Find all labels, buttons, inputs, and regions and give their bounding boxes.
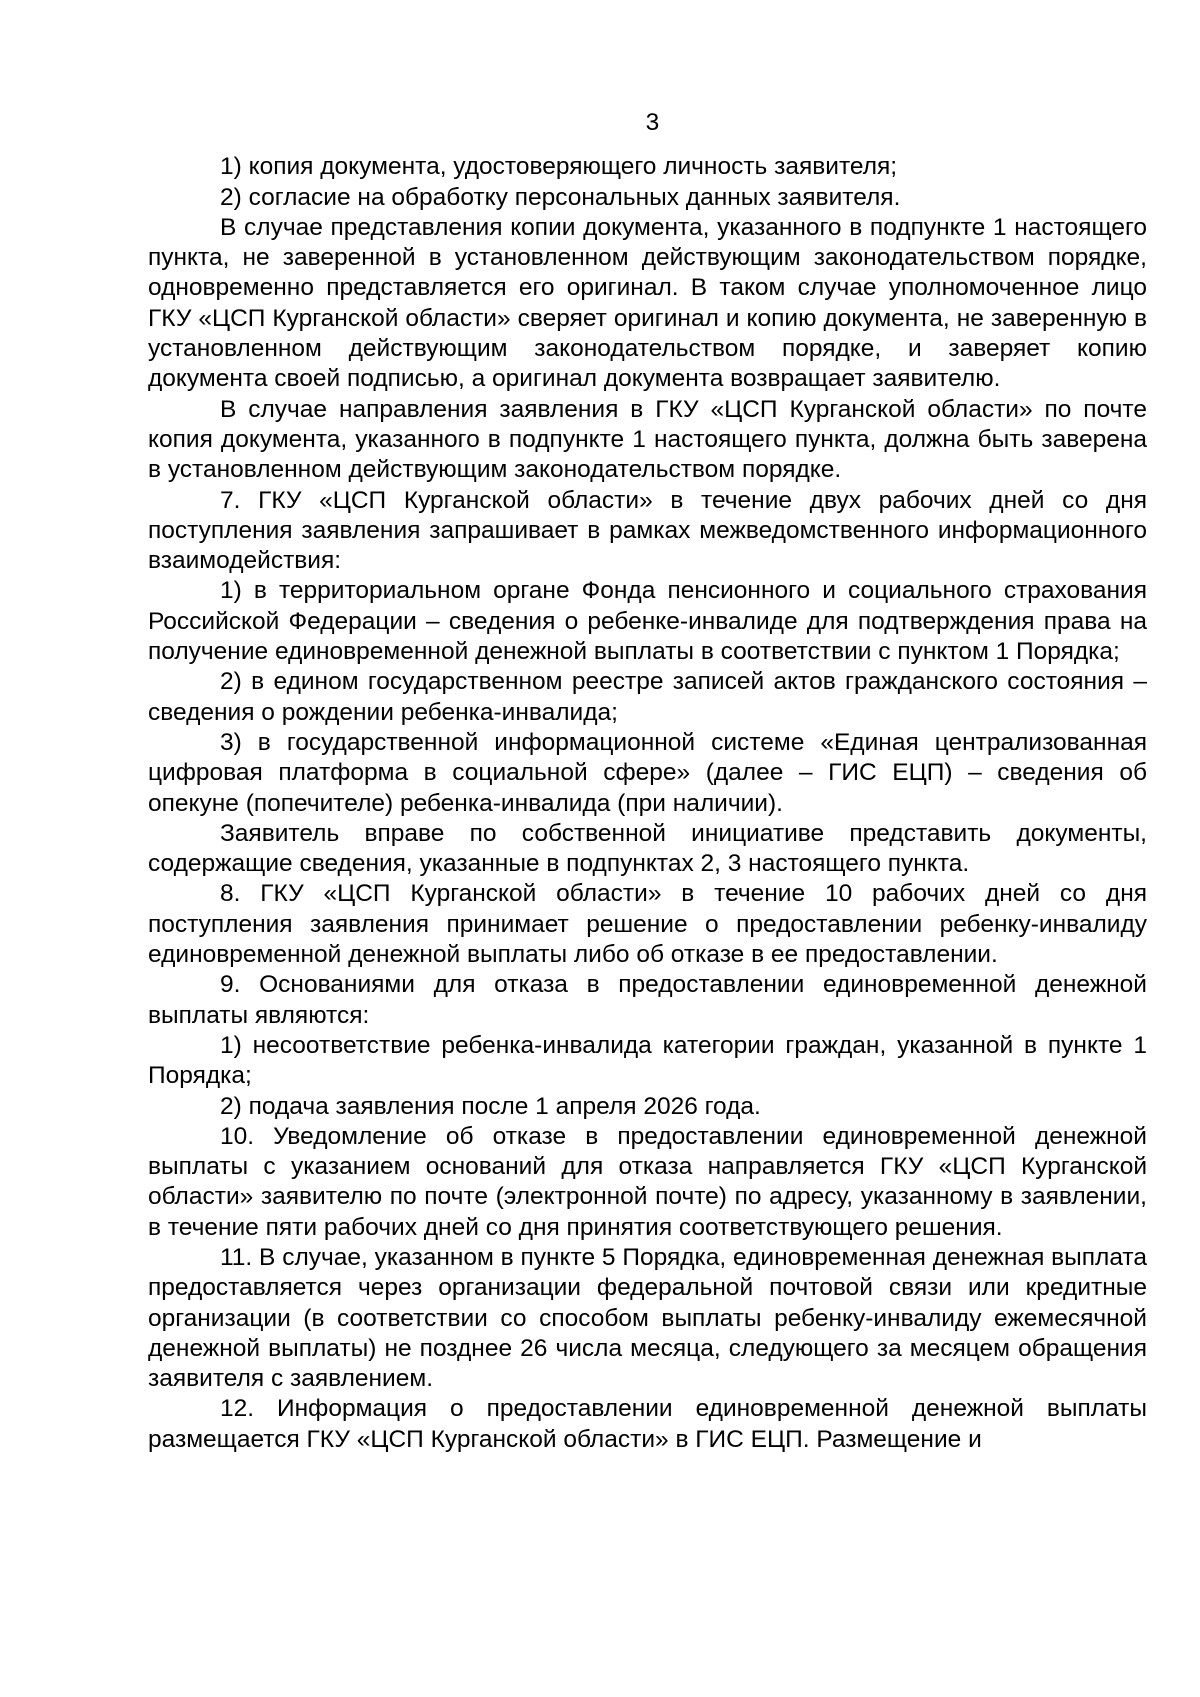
document-page — [148, 108, 1147, 1455]
paragraph-clause-10: 10. Уведомление об отказе в предоставлении единовременной денежной выплаты с указанием оснований для отказа направляется ГКУ «ЦСП Курганской области» заявителю по почте (электронной почте) по адресу, указанному в заявлении, в течение пяти рабочих дней со дня принятия соответствующего решения. — [148, 1122, 1147, 1241]
page-number: 3 — [645, 109, 660, 136]
paragraph-clause-7: 7. ГКУ «ЦСП Курганской области» в течение двух рабочих дней со дня поступления заявления запрашивает в рамках межведомственного информационного взаимодействия: — [148, 486, 1147, 575]
paragraph-clause-9: 9. Основаниями для отказа в предоставлении единовременной денежной выплаты являются: — [148, 971, 1147, 1029]
paragraph-copy-verification: В случае представления копии документа, указанного в подпункте 1 настоящего пункта, не заверенной в установленном действующим законодательством порядке, одновременно представляется его оригинал. В таком случае уполномоченное лицо ГКУ «ЦСП Курганской области» сверяет оригинал и копию документа, не заверенную в установленном действующим законодательством порядке, и заверяет копию документа своей подписью, а оригинал документа возвращает заявителю. — [148, 213, 1147, 393]
paragraph-clause-9-item-2: 2) подача заявления после 1 апреля 2026 года. — [220, 1092, 761, 1120]
paragraph-item-1: 1) копия документа, удостоверяющего личность заявителя; — [220, 153, 898, 181]
paragraph-item-2: 2) согласие на обработку персональных данных заявителя. — [220, 183, 901, 211]
paragraph-clause-7-item-3: 3) в государственной информационной системе «Единая централизованная цифровая платформа в социальной сфере» (далее – ГИС ЕЦП) – сведения об опекуне (попечителе) ребенка-инвалида (при наличии). — [148, 728, 1147, 817]
paragraph-applicant-right: Заявитель вправе по собственной инициативе представить документы, содержащие сведения, указанные в подпунктах 2, 3 настоящего пункта. — [148, 819, 1147, 878]
paragraph-clause-11: 11. В случае, указанном в пункте 5 Порядка, единовременная денежная выплата предоставляется через организации федеральной почтовой связи или кредитные организации (в соответствии со способом выплаты ребенку-инвалиду ежемесячной денежной выплаты) не позднее 26 числа месяца, следующего за месяцем обращения заявителя с заявлением. — [148, 1243, 1147, 1393]
paragraph-mail-copy: В случае направления заявления в ГКУ «ЦСП Курганской области» по почте копия документа, указанного в подпункте 1 настоящего пункта, должна быть заверена в установленном действующим законодательством порядке. — [148, 395, 1147, 484]
paragraph-clause-7-item-1: 1) в территориальном органе Фонда пенсионного и социального страхования Российской Федерации – сведения о ребенке-инвалиде для подтверждения права на получение единовременной денежной выплаты в соответствии с пунктом 1 Порядка; — [148, 577, 1147, 666]
paragraph-clause-7-item-2: 2) в едином государственном реестре записей актов гражданского состояния – сведения о рождении ребенка-инвалида; — [148, 668, 1147, 726]
paragraph-clause-9-item-1: 1) несоответствие ребенка-инвалида категории граждан, указанной в пункте 1 Порядка; — [148, 1031, 1147, 1090]
paragraph-clause-12: 12. Информация о предоставлении единовременной денежной выплаты размещается ГКУ «ЦСП Курганской области» в ГИС ЕЦП. Размещение и — [148, 1395, 1147, 1453]
paragraph-clause-8: 8. ГКУ «ЦСП Курганской области» в течение 10 рабочих дней со дня поступления заявления принимает решение о предоставлении ребенку-инвалиду единовременной денежной выплаты либо об отказе в ее предоставлении. — [148, 880, 1147, 969]
